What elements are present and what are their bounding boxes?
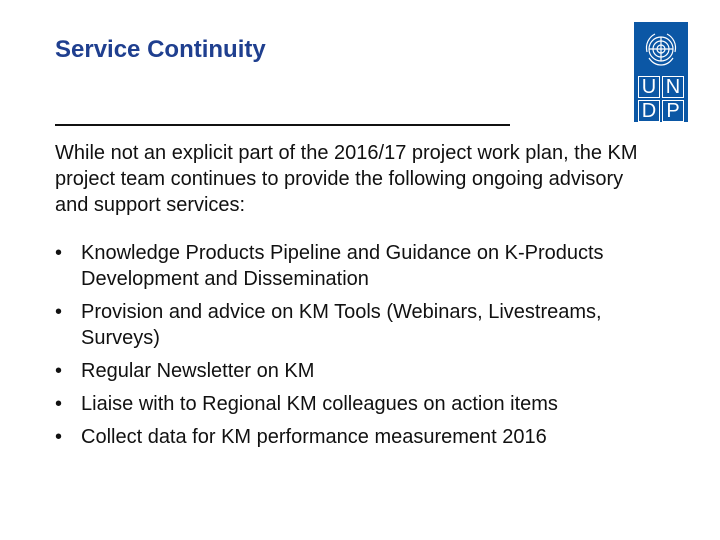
intro-paragraph: While not an explicit part of the 2016/17 project work plan, the KM project team continues to provide the following ongoing advisory and support services:: [55, 142, 638, 216]
logo-letter-grid: [638, 76, 684, 122]
list-item-text: Collect data for KM performance measurement 2016: [81, 426, 547, 448]
bullet-marker: •: [55, 393, 63, 415]
list-item: [55, 240, 675, 292]
list-item-text: Provision and advice on KM Tools (Webinars, Livestreams, Surveys): [81, 301, 602, 349]
service-list: [55, 240, 675, 457]
list-item-text: Knowledge Products Pipeline and Guidance on K-Products Development and Dissemination: [81, 242, 604, 290]
logo-letter: U: [638, 76, 660, 98]
logo-letter: P: [662, 100, 684, 122]
slide-title: Service Continuity: [55, 36, 266, 63]
list-item: [55, 424, 675, 450]
undp-logo: [634, 22, 688, 122]
list-item: [55, 299, 675, 351]
bullet-marker: •: [55, 360, 63, 382]
bullet-marker: •: [55, 426, 63, 448]
title-divider: [55, 124, 510, 126]
logo-letter: D: [638, 100, 660, 122]
bullet-marker: •: [55, 242, 63, 264]
bullet-marker: •: [55, 301, 63, 323]
list-item: [55, 391, 675, 417]
list-item-text: Liaise with to Regional KM colleagues on action items: [81, 393, 558, 415]
list-item-text: Regular Newsletter on KM: [81, 360, 315, 382]
list-item: [55, 358, 675, 384]
un-emblem-icon: [640, 28, 682, 70]
logo-letter: N: [662, 76, 684, 98]
